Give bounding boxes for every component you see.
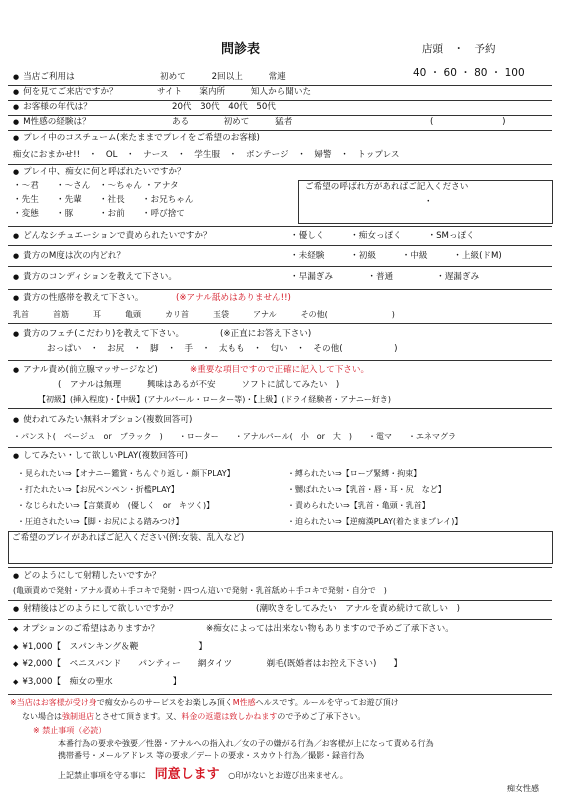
q7-label: ● どんなシチュエーションで責められたいですか？ — [13, 231, 212, 241]
q8-options[interactable]: ・未経験 ・初級 ・中級 ・上級(ドM) — [290, 251, 502, 261]
divider — [8, 245, 552, 246]
form-title: 問診表 — [221, 42, 261, 57]
play-request-input-label: ご希望のプレイがあればご記入ください(例:女装、乱入など) — [12, 533, 245, 543]
reception-type: 店頭 ・ 予約 — [422, 43, 496, 55]
q6-options-row3[interactable]: ・変態 ・豚 ・お前 ・呼び捨て — [13, 209, 185, 219]
q9-label: ● 貴方のコンディションを教えて下さい。 — [13, 272, 177, 282]
q1-label: ● 当店ご利用は — [13, 72, 75, 82]
q15-options[interactable]: (亀頭責めで発射・アナル責め＋手コキで発射・四つん這いで発射・乳首舐め＋手コキで発射・自分で ) — [13, 586, 387, 595]
play-option-right-4[interactable]: ・迫られたい⇒【逆痴漢PLAY(着たままプレイ)】 — [287, 517, 463, 526]
q10-label: ● 貴方の性感帯を教えて下さい。 — [13, 293, 144, 303]
q5-label: ● プレイ中のコスチューム(来たままでプレイをご希望のお客様) — [13, 133, 260, 143]
q2-options[interactable]: サイト 案内所 知人から聞いた — [157, 87, 312, 97]
divider — [8, 408, 552, 409]
q6-label: ● プレイ中、痴女に何と呼ばれたいですか？ — [13, 167, 186, 177]
q3-options[interactable]: 20代 30代 40代 50代 — [172, 102, 276, 112]
q4-other-field[interactable]: ( ) — [430, 117, 506, 127]
divider — [8, 289, 552, 290]
q17-note: ※痴女によっては出来ない物もありますので予めご了承下さい。 — [206, 624, 454, 634]
divider — [8, 360, 552, 361]
divider — [8, 694, 552, 695]
option-row-2000[interactable]: ◆ ¥2,000【 ペニスバンド パンティー 網タイツ 剃毛(既婚者はお控え下さい) 】 — [13, 659, 403, 669]
q16-label: ● 射精後はどのようにして欲しいですか？ — [13, 604, 178, 614]
q11-options[interactable]: おっぱい ・ お尻 ・ 脚 ・ 手 ・ 太もも ・ 匂い ・ その他( ) — [47, 344, 398, 354]
agreement-line: 上記禁止事項を守る事に 同意します ○印がないとお遊び出来ません。 — [58, 767, 348, 782]
divider — [8, 567, 552, 568]
divider — [8, 600, 552, 601]
q12-options-row1[interactable]: ( アナルは無理 興味はあるが不安 ソフトに試してみたい ) — [58, 380, 340, 390]
q10-options[interactable]: 乳首 首筋 耳 亀頭 カリ首 玉袋 アナル その他( ) — [13, 310, 395, 319]
q10-note: (※アナル舐めはありません!!) — [176, 293, 291, 303]
q12-note: ※重要な項目ですので正確に記入して下さい。 — [190, 365, 370, 375]
q3-label: ● お客様の年代は？ — [13, 102, 92, 112]
prohibited-rule-2: 携帯番号・メールアドレス 等の要求／デートの要求・スカウト行為／撮影・録音行為 — [58, 751, 365, 760]
option-row-3000[interactable]: ◆ ¥3,000【 痴女の聖水 】 — [13, 677, 182, 687]
divider — [8, 164, 552, 165]
agree-button[interactable]: 同意します — [154, 767, 220, 782]
play-option-right-2[interactable]: ・嬲ばれたい⇒【乳首・唇・耳・尻 など】 — [287, 485, 446, 494]
play-option-left-1[interactable]: ・見られたい⇒【オナニー鑑賞・ちんぐり返し・顔下PLAY】 — [17, 469, 235, 478]
q9-options[interactable]: ・早漏ぎみ ・普通 ・遅漏ぎみ — [290, 272, 480, 282]
q12-options-row2[interactable]: 【初級】(挿入程度)・【中級】(アナルパール・ローター等)・【上級】(ドライ経験者・アナニー好き) — [38, 395, 392, 404]
play-request-input-box[interactable] — [8, 531, 553, 564]
prohibited-rule-1: 本番行為の要求や強要／性器・アナルへの指入れ／女の子の嫌がる行為／お客様が上になって責める行為 — [58, 739, 434, 748]
divider — [8, 619, 552, 620]
play-option-left-4[interactable]: ・圧迫されたい⇒【脚・お尻による踏みつけ】 — [17, 517, 184, 526]
play-option-right-1[interactable]: ・縛られたい⇒【ロープ緊縛・拘束】 — [287, 469, 422, 478]
divider — [8, 85, 552, 86]
footer-notice-line1: ※当店はお客様が受け身で痴女からのサービスをお楽しみ頂くM性感ヘルスです。ルールを守ってお遊び頂け — [10, 698, 399, 707]
footer-notice-line2: ない場合は強制退店とさせて頂きます。又、料金の返還は致しかねますので予めご了承下さい。 — [22, 712, 366, 721]
call-name-input-box[interactable] — [298, 180, 553, 224]
q2-label: ● 何を見てご来店ですか？ — [13, 87, 118, 97]
divider — [8, 100, 552, 101]
play-option-right-3[interactable]: ・責められたい⇒【乳首・亀頭・乳首】 — [287, 501, 430, 510]
divider — [8, 266, 552, 267]
q12-label: ● アナル責め(前立腺マッサージなど) — [13, 365, 158, 375]
q8-label: ● 貴方のM度は次の内どれ？ — [13, 251, 126, 261]
option-row-1000[interactable]: ◆ ¥1,000【 スパンキング＆鞭 】 — [13, 642, 207, 652]
call-name-input-label: ご希望の呼ばれ方があればご記入ください — [305, 182, 469, 192]
q1-options[interactable]: 初めて 2回以上 常連 — [160, 72, 286, 82]
q14-label: ● してみたい・して欲しいPLAY(複数回答可) — [13, 451, 188, 461]
course-minutes: 40 ・ 60 ・ 80 ・ 100 — [413, 67, 525, 79]
divider — [8, 226, 552, 227]
q4-label: ● M性感の経験は？ — [13, 117, 91, 127]
divider — [8, 115, 552, 116]
q13-options[interactable]: ・パンスト( ベージュ or ブラック ) ・ローター ・アナルパール( 小 or 大 ) ・電マ ・エネマグラ — [13, 432, 457, 441]
q6-options-row1[interactable]: ・〜君 ・〜さん ・〜ちゃん ・アナタ — [13, 181, 179, 191]
q17-label: ◆ オプションのご希望はありますか？ — [13, 624, 160, 634]
q15-label: ● どのようにして射精したいですか？ — [13, 571, 161, 581]
q16-options[interactable]: (潮吹きをしてみたい アナルを責め続けて欲しい ) — [256, 604, 460, 614]
q13-label: ● 使われてみたい無料オプション(複数回答可) — [13, 415, 193, 425]
play-option-left-2[interactable]: ・打たれたい⇒【お尻ペンペン・折檻PLAY】 — [17, 485, 179, 494]
divider — [8, 130, 552, 131]
q4-options[interactable]: ある 初めて 猛者 — [172, 117, 293, 127]
play-option-left-3[interactable]: ・なじられたい⇒【言葉責め (優しく or キツく)】 — [17, 501, 215, 510]
divider — [8, 323, 552, 324]
q5-options[interactable]: 痴女におまかせ!! ・ OL ・ ナース ・ 学生服 ・ ボンテージ ・ 婦警 ・ トップレス — [13, 150, 400, 160]
q7-options[interactable]: ・優しく ・痴女っぽく ・SMっぽく — [290, 231, 475, 241]
q11-label: ● 貴方のフェチ(こだわり)を教えて下さい。 — [13, 329, 185, 339]
call-name-mark: ・ — [424, 197, 433, 207]
prohibited-title: ※ 禁止事項（必読） — [33, 726, 107, 735]
shop-name: 痴女性感 — [507, 784, 539, 793]
q11-note: (※正直にお答え下さい) — [220, 329, 312, 339]
divider — [8, 447, 552, 448]
q6-options-row2[interactable]: ・先生 ・先輩 ・社長 ・お兄ちゃん — [13, 195, 194, 205]
